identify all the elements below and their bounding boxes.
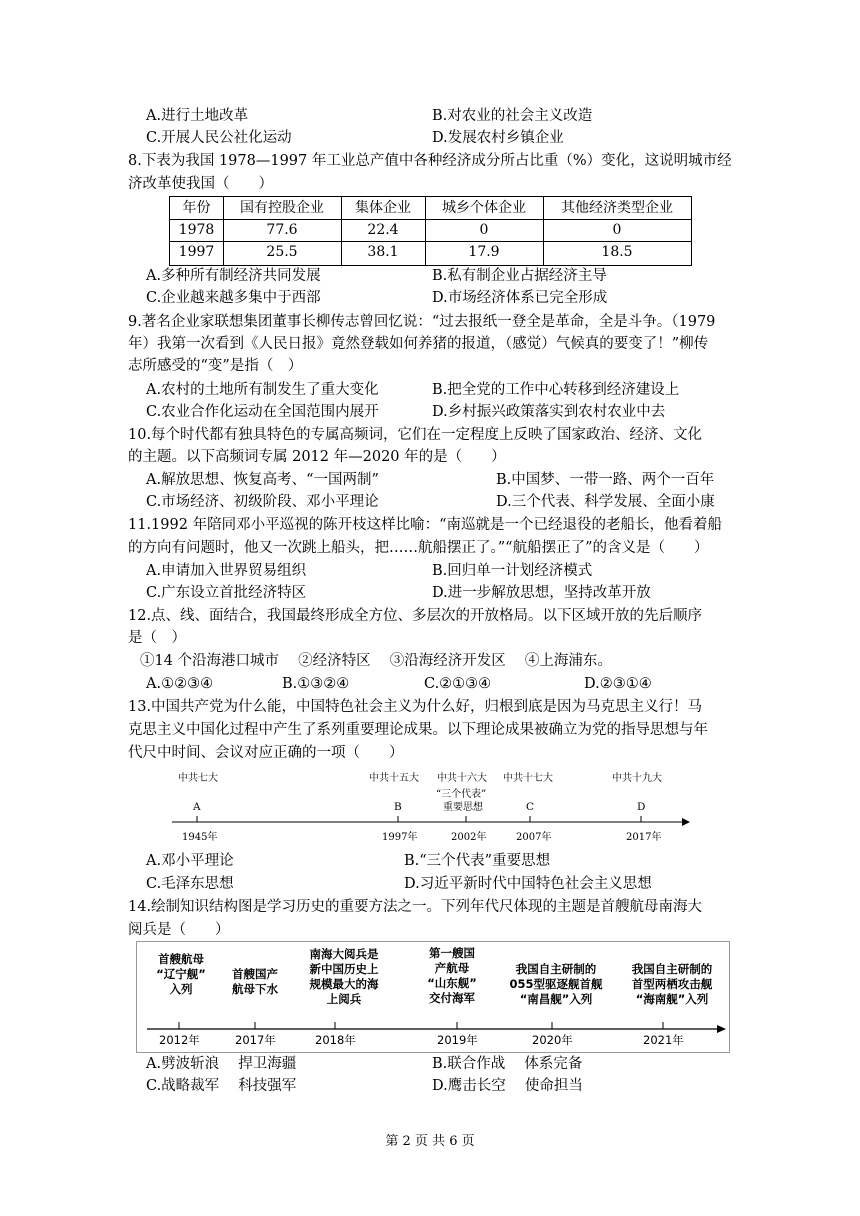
q9-option-d: D.乡村振兴政策落实到农村农业中去 (432, 404, 666, 420)
q7-option-d: D.发展农村乡镇企业 (432, 130, 564, 146)
q14-option-c: C.战略裁军 科技强军 (146, 1078, 297, 1094)
timeline-letter: C (526, 801, 535, 813)
q10-option-d: D.三个代表、科学发展、全面小康 (496, 494, 715, 510)
q12-option-c: C.②①③④ (424, 676, 492, 692)
q10-stem-line2: 的主题。以下高频词专属 2012 年—2020 年的是（ ） (128, 449, 506, 465)
table-cell: 0 (612, 222, 622, 238)
timeline-congress: 中共十七大 (503, 773, 553, 784)
timeline-congress: 中共七大 (178, 773, 218, 784)
table-cell: 17.9 (468, 244, 500, 260)
event-line: “山东舰” (427, 976, 477, 990)
timeline-year: 1945年 (182, 832, 218, 843)
event-line: 产航母 (434, 961, 470, 975)
event-shandong (417, 946, 487, 1006)
q9-stem-line2: 年）我第一次看到《人民日报》竟然登载如何养猪的报道，（感觉）气候真的要变了！”柳传 (128, 336, 709, 352)
q13-stem-line1: 13.中国共产党为什么能，中国特色社会主义为什么好，归根到底是因为马克思主义行！马 (128, 699, 703, 715)
q13-option-c: C.毛泽东思想 (146, 876, 234, 892)
event-line: 首型两栖攻击舰 (631, 977, 713, 991)
timeline-year: 1997年 (382, 832, 418, 843)
event-line: 南海大阅兵是 (309, 947, 379, 961)
q14-timeline-box (136, 941, 730, 1053)
q14-option-a: A.劈波斩浪 捍卫海疆 (146, 1056, 297, 1072)
q8-option-a: A.多种所有制经济共同发展 (146, 268, 321, 284)
timeline-note: 重要思想 (443, 802, 483, 813)
q13-option-b: B.“三个代表”重要思想 (404, 853, 551, 869)
q12-items: ①14 个沿海港口城市 ②经济特区 ③沿海经济开发区 ④上海浦东。 (140, 653, 612, 669)
timeline-letter: A (193, 801, 201, 813)
q9-option-c: C.农业合作化运动在全国范围内展开 (146, 404, 379, 420)
q12-stem-line2: 是（ ） (128, 630, 186, 646)
table-header: 集体企业 (355, 200, 411, 216)
table-cell: 18.5 (601, 244, 633, 260)
timeline-year: 2012年 (159, 1033, 200, 1047)
q10-option-c: C.市场经济、初级阶段、邓小平理论 (146, 494, 379, 510)
q9-stem-line1: 9.著名企业家联想集团董事长柳传志曾回忆说：“过去报纸一登全是革命，全是斗争。（1979 (128, 314, 716, 330)
q8-option-c: C.企业越来越多集中于西部 (146, 290, 321, 306)
event-nanchang (497, 962, 615, 1007)
table-cell: 77.6 (266, 222, 298, 238)
event-carrier-launch (221, 967, 289, 997)
q12-option-d: D.②③①④ (584, 676, 652, 692)
event-line: “辽宁舰” (156, 967, 206, 981)
timeline-year: 2017年 (626, 832, 662, 843)
event-line: 入列 (169, 982, 193, 996)
timeline-year: 2017年 (235, 1033, 276, 1047)
q8-table (169, 196, 692, 266)
event-hainan (615, 962, 729, 1007)
q13-stem-line3: 代尺中时间、会议对应正确的一项（ ） (128, 745, 404, 761)
q11-option-c: C.广东设立首批经济特区 (146, 585, 307, 601)
table-header: 国有控股企业 (240, 200, 324, 216)
q9-stem-line3: 志所感受的“变”是指（ ） (128, 358, 303, 374)
timeline-year: 2019年 (437, 1033, 478, 1047)
table-cell: 38.1 (367, 244, 399, 260)
q11-option-a: A.申请加入世界贸易组织 (146, 563, 307, 579)
table-cell: 25.5 (266, 244, 298, 260)
table-header: 城乡个体企业 (442, 200, 526, 216)
q9-option-a: A.农村的土地所有制发生了重大变化 (146, 382, 379, 398)
q13-stem-line2: 克思主义中国化过程中产生了系列重要理论成果。以下理论成果被确立为党的指导思想与年 (128, 722, 708, 738)
q11-option-b: B.回归单一计划经济模式 (432, 563, 593, 579)
q11-option-d: D.进一步解放思想，坚持改革开放 (432, 585, 651, 601)
event-line: 055型驱逐舰首舰 (509, 977, 603, 991)
q8-option-d: D.市场经济体系已完全形成 (432, 290, 608, 306)
q10-option-a: A.解放思想、恢复高考、“一国两制” (146, 472, 379, 488)
timeline-letter: B (394, 801, 402, 813)
timeline-congress: 中共十九大 (612, 773, 662, 784)
q13-option-d: D.习近平新时代中国特色社会主义思想 (404, 876, 652, 892)
q7-option-b: B.对农业的社会主义改造 (432, 108, 593, 124)
event-line: 规模最大的海 (309, 977, 379, 991)
timeline-letter: D (637, 801, 646, 813)
q14-stem-line1: 14.绘制知识结构图是学习历史的重要方法之一。下列年代尺体现的主题是首艘航母南海大 (128, 899, 703, 915)
q14-option-d: D.鹰击长空 使命担当 (432, 1078, 583, 1094)
q14-option-b: B.联合作战 体系完备 (432, 1056, 583, 1072)
event-naval-review (297, 947, 391, 1007)
event-line: 交付海军 (429, 991, 475, 1005)
q12-stem-line1: 12.点、线、面结合，我国最终形成全方位、多层次的开放格局。以下区域开放的先后顺序 (128, 608, 703, 624)
table-header: 其他经济类型企业 (561, 200, 673, 216)
event-line: 上阅兵 (326, 992, 362, 1006)
timeline-year: 2020年 (532, 1033, 573, 1047)
q11-stem-line1: 11.1992 年陪同邓小平巡视的陈开枝这样比喻：“南巡就是一个已经退役的老船长，他看着船 (128, 517, 722, 533)
event-line: “南昌舰”入列 (519, 992, 593, 1006)
timeline-congress: 中共十五大 (369, 773, 419, 784)
event-line: 首艘国产 (232, 967, 278, 981)
timeline-year: 2021年 (643, 1033, 684, 1047)
event-line: 新中国历史上 (309, 962, 379, 976)
q7-option-a: A.进行土地改革 (146, 108, 249, 124)
table-cell: 1997 (178, 244, 215, 260)
table-cell: 22.4 (367, 222, 399, 238)
table-cell: 1978 (178, 222, 215, 238)
timeline-year: 2002年 (451, 832, 487, 843)
timeline-note: “三个代表” (436, 789, 487, 800)
event-line: 我国自主研制的 (631, 962, 713, 976)
timeline-year: 2007年 (516, 832, 552, 843)
q12-option-b: B.①③②④ (282, 676, 350, 692)
q10-option-b: B.中国梦、一带一路、两个一百年 (496, 472, 715, 488)
page-number: 第 2 页 共 6 页 (385, 1134, 475, 1149)
event-line: 首艘航母 (158, 952, 204, 966)
q10-stem-line1: 10.每个时代都有独具特色的专属高频词，它们在一定程度上反映了国家政治、经济、文化 (128, 427, 703, 443)
q8-stem-line1: 8.下表为我国 1978—1997 年工业总产值中各种经济成分所占比重（%）变化，这说明城市经 (128, 153, 732, 169)
q12-option-a: A.①②③④ (146, 676, 214, 692)
q9-option-b: B.把全党的工作中心转移到经济建设上 (432, 382, 680, 398)
event-liaoning (147, 952, 215, 997)
event-line: 第一艘国 (429, 946, 475, 960)
q14-stem-line2: 阅兵是（ ） (128, 922, 230, 938)
q8-stem-line2: 济改革使我国（ ） (128, 176, 273, 192)
q13-option-a: A.邓小平理论 (146, 853, 234, 869)
event-line: 我国自主研制的 (515, 962, 597, 976)
q11-stem-line2: 的方向有问题时，他又一次跳上船头，把……航船摆正了。”“航船摆正了”的含义是（ ） (128, 540, 709, 556)
table-header: 年份 (182, 200, 211, 216)
event-line: 航母下水 (232, 982, 278, 996)
event-line: “海南舰”入列 (635, 992, 709, 1006)
timeline-year: 2018年 (315, 1033, 356, 1047)
q8-option-b: B.私有制企业占据经济主导 (432, 268, 607, 284)
table-cell: 0 (479, 222, 489, 238)
timeline-congress: 中共十六大 (437, 773, 487, 784)
q7-option-c: C.开展人民公社化运动 (146, 130, 292, 146)
